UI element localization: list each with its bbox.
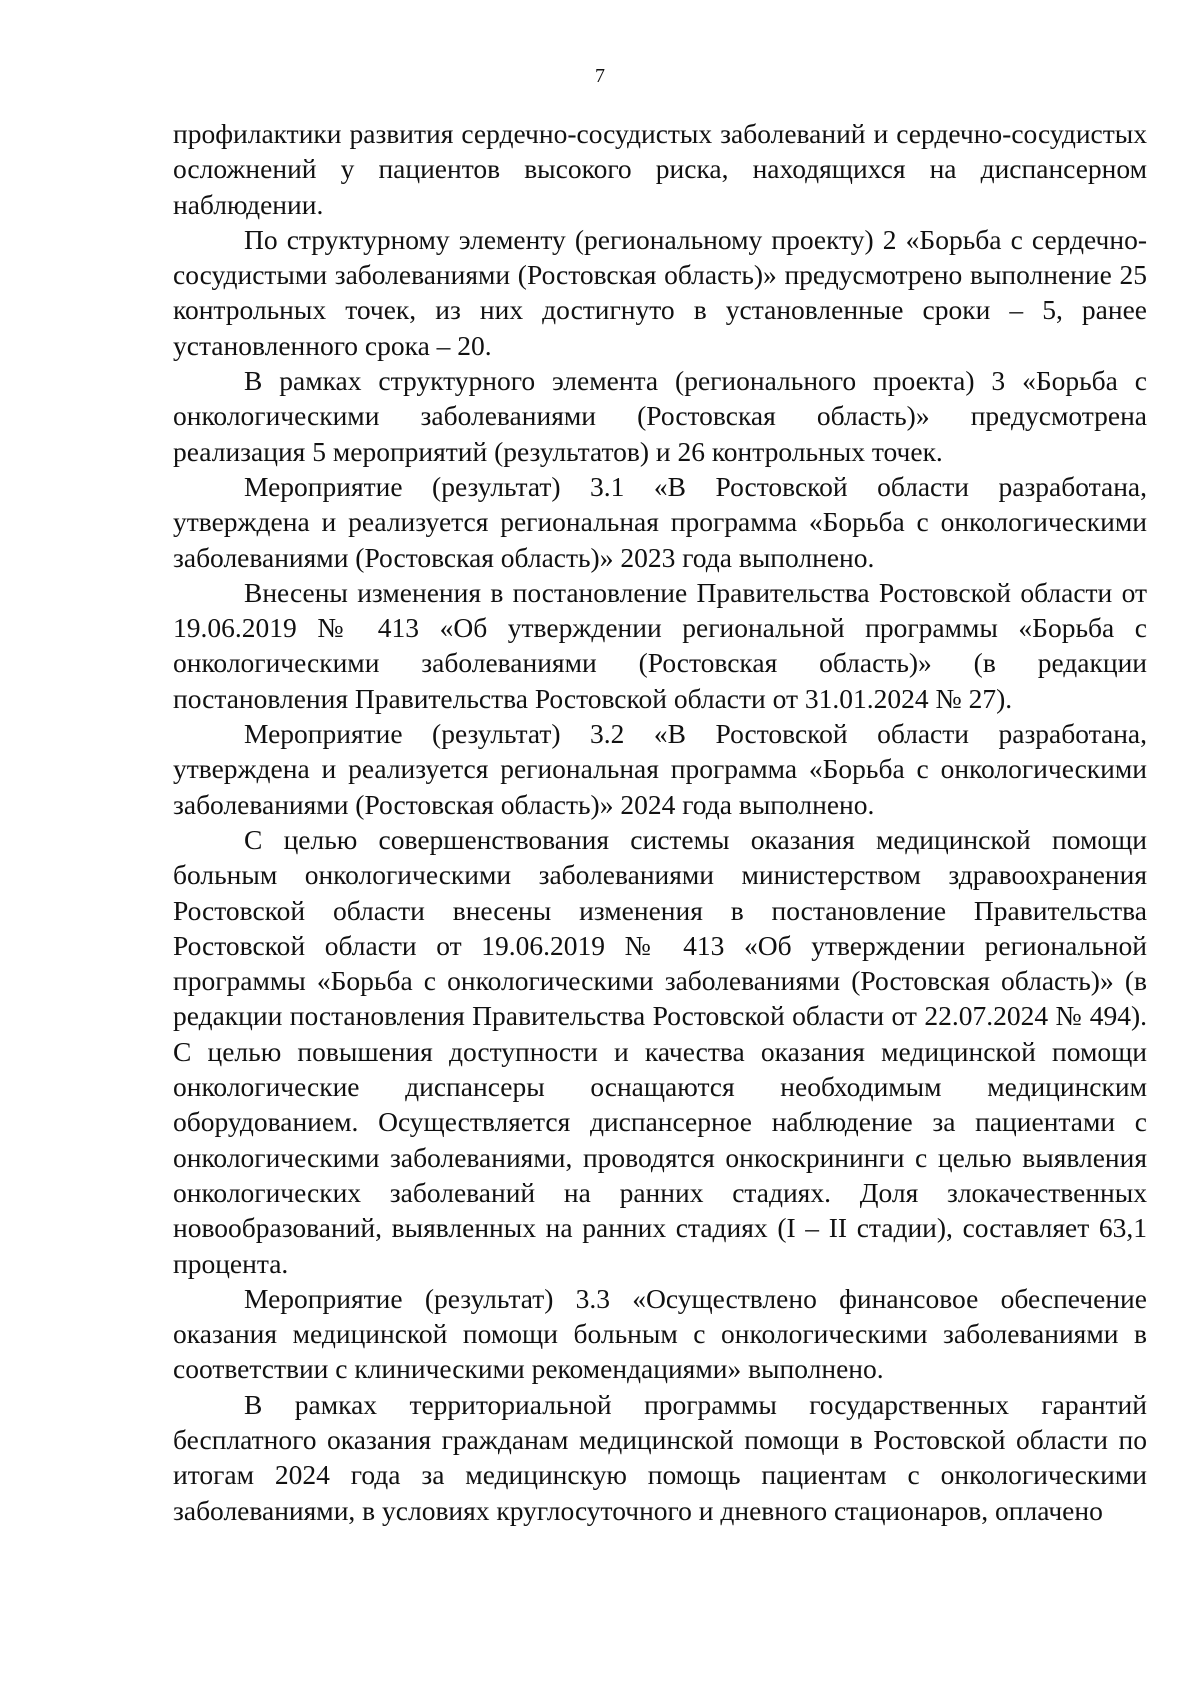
page-number: 7 xyxy=(595,65,605,87)
paragraph-continuation: профилактики развития сердечно-сосудистых заболеваний и сердечно-сосудистых осложнений у пациентов высокого риска, находящихся на диспансерном наблюдении. xyxy=(173,118,1147,220)
paragraph-measure-3-1: Мероприятие (результат) 3.1 «В Ростовской области разработана, утверждена и реализуется региональная программа «Борьба с онкологическими заболеваниями (Ростовская область)» 2023 года выполнено. xyxy=(173,470,1147,573)
document-body xyxy=(173,116,1147,1528)
paragraph-state-guarantees: В рамках территориальной программы государственных гарантий бесплатного оказания гражданам медицинской помощи в Ростовской области по итогам 2024 года за медицинскую помощь пациентам с онкологическими заболеваниями, в условиях круглосуточного и дневного стационаров, оплачено xyxy=(173,1388,1147,1526)
paragraph-measure-3-2: Мероприятие (результат) 3.2 «В Ростовской области разработана, утверждена и реализуется региональная программа «Борьба с онкологическими заболеваниями (Ростовская область)» 2024 года выполнено. xyxy=(173,718,1147,820)
paragraph-care-improvement: С целью совершенствования системы оказания медицинской помощи больным онкологическими заболеваниями министерством здравоохранения Ростовской области внесены изменения в постановление Правительства Ростовской области от 19.06.2019 № 413 «Об утверждении региональной программы «Борьба с онкологическими заболеваниями (Ростовская область)» (в редакции постановления Правительства Ростовской области от 22.07.2024 № 494). С целью повышения доступности и качества оказания медицинской помощи онкологические диспансеры оснащаются необходимым медицинским оборудованием. Осуществляется диспансерное наблюдение за пациентами с онкологическими заболеваниями, проводятся онкоскрининги с целью выявления онкологических заболеваний на ранних стадиях. Доля злокачественных новообразований, выявленных на ранних стадиях (I – II стадии), составляет 63,1 процента. xyxy=(173,823,1147,1279)
paragraph-cardio-project: По структурному элементу (региональному проекту) 2 «Борьба с сердечно-сосудистыми заболеваниями (Ростовская область)» предусмотрено выполнение 25 контрольных точек, из них достигнуто в установленные сроки – 5, ранее установленного срока – 20. xyxy=(173,223,1147,361)
paragraph-amendments-2024-01: Внесены изменения в постановление Правительства Ростовской области от 19.06.2019 № 413 «Об утверждении региональной программы «Борьба с онкологическими заболеваниями (Ростовская область)» (в редакции постановления Правительства Ростовской области от 31.01.2024 № 27). xyxy=(173,576,1147,714)
paragraph-measure-3-3: Мероприятие (результат) 3.3 «Осуществлено финансовое обеспечение оказания медицинской помощи больным с онкологическими заболеваниями в соответствии с клиническими рекомендациями» выполнено. xyxy=(173,1282,1147,1385)
paragraph-onco-project: В рамках структурного элемента (регионального проекта) 3 «Борьба с онкологическими заболеваниями (Ростовская область)» предусмотрена реализация 5 мероприятий (результатов) и 26 контрольных точек. xyxy=(173,365,1147,467)
